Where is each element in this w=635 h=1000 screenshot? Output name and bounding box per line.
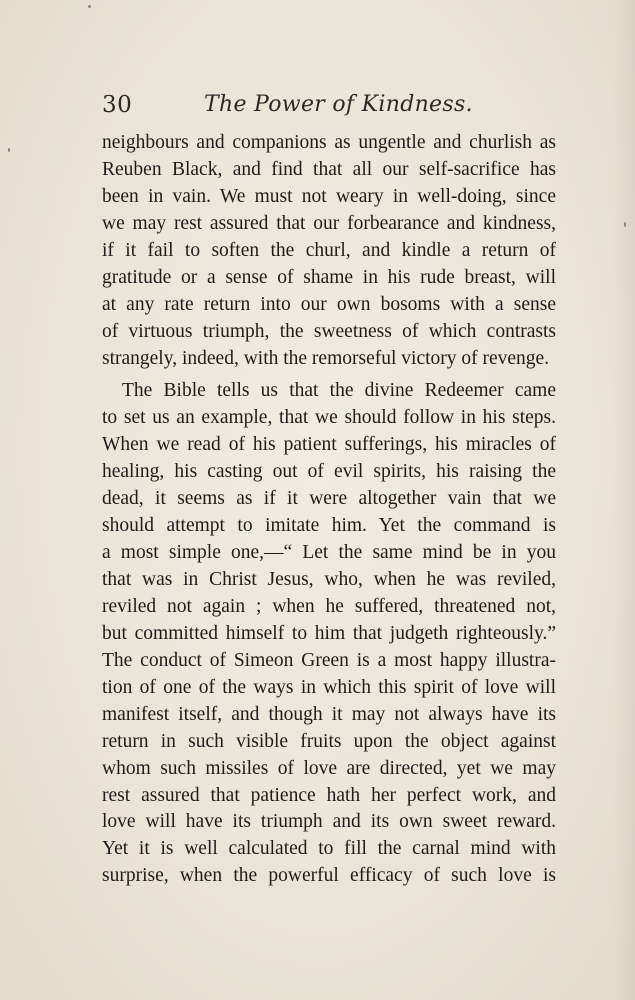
text-line: love will have its triumph and its own sweet reward. (102, 811, 556, 833)
text-line: whom such missiles of love are directed, yet we may (102, 757, 556, 779)
text-line: of virtuous triumph, the sweetness of which contrasts (102, 320, 556, 342)
text-line: reviled not again ; when he suffered, threatened not, (102, 595, 556, 617)
text-line: healing, his casting out of evil spirits, his raising the (102, 461, 556, 483)
text-line: we may rest assured that our forbearance and kindness, (102, 212, 556, 234)
text-line: should attempt to imitate him. Yet the command is (102, 515, 556, 537)
page-header (102, 88, 558, 122)
text-line: rest assured that patience hath her perfect work, and (102, 784, 556, 806)
text-line: tion of one of the ways in which this spirit of love will (102, 676, 556, 698)
text-line: at any rate return into our own bosoms with a sense (102, 293, 556, 315)
text-line: Yet it is well calculated to fill the carnal mind with (102, 838, 556, 860)
text-line: strangely, indeed, with the remorseful victory of revenge. (102, 347, 550, 369)
paragraph (102, 378, 556, 890)
text-line: a most simple one,—“ Let the same mind be in you (102, 542, 556, 564)
paragraph (102, 130, 556, 372)
text-line: manifest itself, and though it may not always have its (102, 703, 556, 725)
text-line: The Bible tells us that the divine Redeemer came (122, 380, 556, 402)
text-line: gratitude or a sense of shame in his rude breast, will (102, 266, 556, 288)
paper-speck (624, 222, 626, 227)
text-line: been in vain. We must not weary in well-doing, since (102, 185, 556, 207)
text-line: but committed himself to him that judgeth righteously.” (102, 622, 556, 644)
text-line: if it fail to soften the churl, and kindle a return of (102, 239, 556, 261)
body-text (102, 130, 556, 890)
running-title: The Power of Kindness. (204, 92, 473, 117)
text-line: that was in Christ Jesus, who, when he was reviled, (102, 569, 556, 590)
paper-speck (8, 148, 10, 152)
page-number: 30 (102, 92, 133, 118)
text-line: neighbours and companions as ungentle and churlish as (102, 132, 556, 153)
text-line: to set us an example, that we should follow in his steps. (102, 407, 556, 429)
text-line: surprise, when the powerful efficacy of such love is (102, 865, 556, 887)
paper-speck (88, 5, 91, 8)
text-line: The conduct of Simeon Green is a most happy illustra- (102, 649, 556, 671)
page-edge-shadow (613, 0, 635, 1000)
text-line: dead, it seems as if it were altogether vain that we (102, 488, 556, 510)
text-line: return in such visible fruits upon the object against (102, 730, 556, 752)
text-line: When we read of his patient sufferings, his miracles of (102, 434, 556, 456)
text-line: Reuben Black, and find that all our self-sacrifice has (102, 158, 556, 180)
